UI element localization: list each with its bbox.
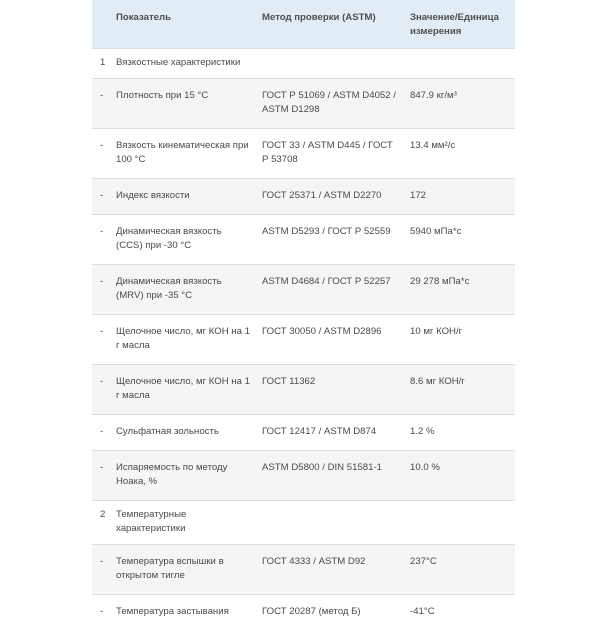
value-cell: 10.0 % [404, 451, 515, 501]
parameter-cell: Щелочное число, мг КОН на 1 г масла [110, 315, 256, 365]
method-cell [256, 501, 404, 545]
value-cell: 5940 мПа*с [404, 215, 515, 265]
row-number-cell: - [92, 365, 110, 415]
method-cell: ГОСТ 4333 / ASTM D92 [256, 545, 404, 595]
method-cell: ГОСТ 12417 / ASTM D874 [256, 415, 404, 451]
value-cell: 10 мг КОН/г [404, 315, 515, 365]
value-cell: 847.9 кг/м³ [404, 79, 515, 129]
method-cell: ГОСТ 25371 / ASTM D2270 [256, 179, 404, 215]
parameter-cell: Температурные характеристики [110, 501, 256, 545]
value-cell: 172 [404, 179, 515, 215]
row-number-cell: 2 [92, 501, 110, 545]
value-cell: 8.6 мг КОН/г [404, 365, 515, 415]
row-number-cell: - [92, 79, 110, 129]
method-cell: ASTM D4684 / ГОСТ Р 52257 [256, 265, 404, 315]
header-method: Метод проверки (ASTM) [256, 0, 404, 49]
header-number [92, 0, 110, 49]
table-row [92, 451, 515, 501]
row-number-cell: - [92, 129, 110, 179]
table-header [92, 0, 515, 49]
parameter-cell: Сульфатная зольность [110, 415, 256, 451]
method-cell: ГОСТ 20287 (метод Б) [256, 595, 404, 630]
value-cell: 13.4 мм²/с [404, 129, 515, 179]
row-number-cell: 1 [92, 49, 110, 79]
parameter-cell: Вязкостные характеристики [110, 49, 256, 79]
table-row [92, 315, 515, 365]
table-row [92, 179, 515, 215]
row-number-cell: - [92, 315, 110, 365]
table-body [92, 49, 515, 630]
header-value: Значение/Единица измерения [404, 0, 515, 49]
section-row [92, 501, 515, 545]
table-row [92, 365, 515, 415]
table-row [92, 79, 515, 129]
value-cell: 1.2 % [404, 415, 515, 451]
value-cell: 29 278 мПа*с [404, 265, 515, 315]
parameter-cell: Плотность при 15 °С [110, 79, 256, 129]
table-row [92, 595, 515, 630]
value-cell: 237°С [404, 545, 515, 595]
table-row [92, 129, 515, 179]
parameter-cell: Щелочное число, мг КОН на 1 г масла [110, 365, 256, 415]
method-cell: ГОСТ 30050 / ASTM D2896 [256, 315, 404, 365]
value-cell [404, 49, 515, 79]
value-cell: -41°С [404, 595, 515, 630]
parameter-cell: Температура застывания [110, 595, 256, 630]
parameter-cell: Индекс вязкости [110, 179, 256, 215]
row-number-cell: - [92, 265, 110, 315]
table-row [92, 265, 515, 315]
method-cell: ASTM D5293 / ГОСТ Р 52559 [256, 215, 404, 265]
parameter-cell: Динамическая вязкость (CCS) при -30 °С [110, 215, 256, 265]
method-cell: ASTM D5800 / DIN 51581-1 [256, 451, 404, 501]
section-row [92, 49, 515, 79]
specs-table [92, 0, 515, 630]
header-parameter: Показатель [110, 0, 256, 49]
row-number-cell: - [92, 451, 110, 501]
table-row [92, 415, 515, 451]
row-number-cell: - [92, 215, 110, 265]
parameter-cell: Динамическая вязкость (MRV) при -35 °С [110, 265, 256, 315]
header-row [92, 0, 515, 49]
table-row [92, 545, 515, 595]
method-cell: ГОСТ 11362 [256, 365, 404, 415]
method-cell: ГОСТ Р 51069 / ASTM D4052 / ASTM D1298 [256, 79, 404, 129]
value-cell [404, 501, 515, 545]
method-cell: ГОСТ 33 / ASTM D445 / ГОСТ Р 53708 [256, 129, 404, 179]
parameter-cell: Вязкость кинематическая при 100 °С [110, 129, 256, 179]
specs-table-container [92, 0, 515, 630]
table-row [92, 215, 515, 265]
parameter-cell: Температура вспышки в открытом тигле [110, 545, 256, 595]
row-number-cell: - [92, 595, 110, 630]
parameter-cell: Испаряемость по методу Ноака, % [110, 451, 256, 501]
row-number-cell: - [92, 415, 110, 451]
row-number-cell: - [92, 545, 110, 595]
row-number-cell: - [92, 179, 110, 215]
method-cell [256, 49, 404, 79]
